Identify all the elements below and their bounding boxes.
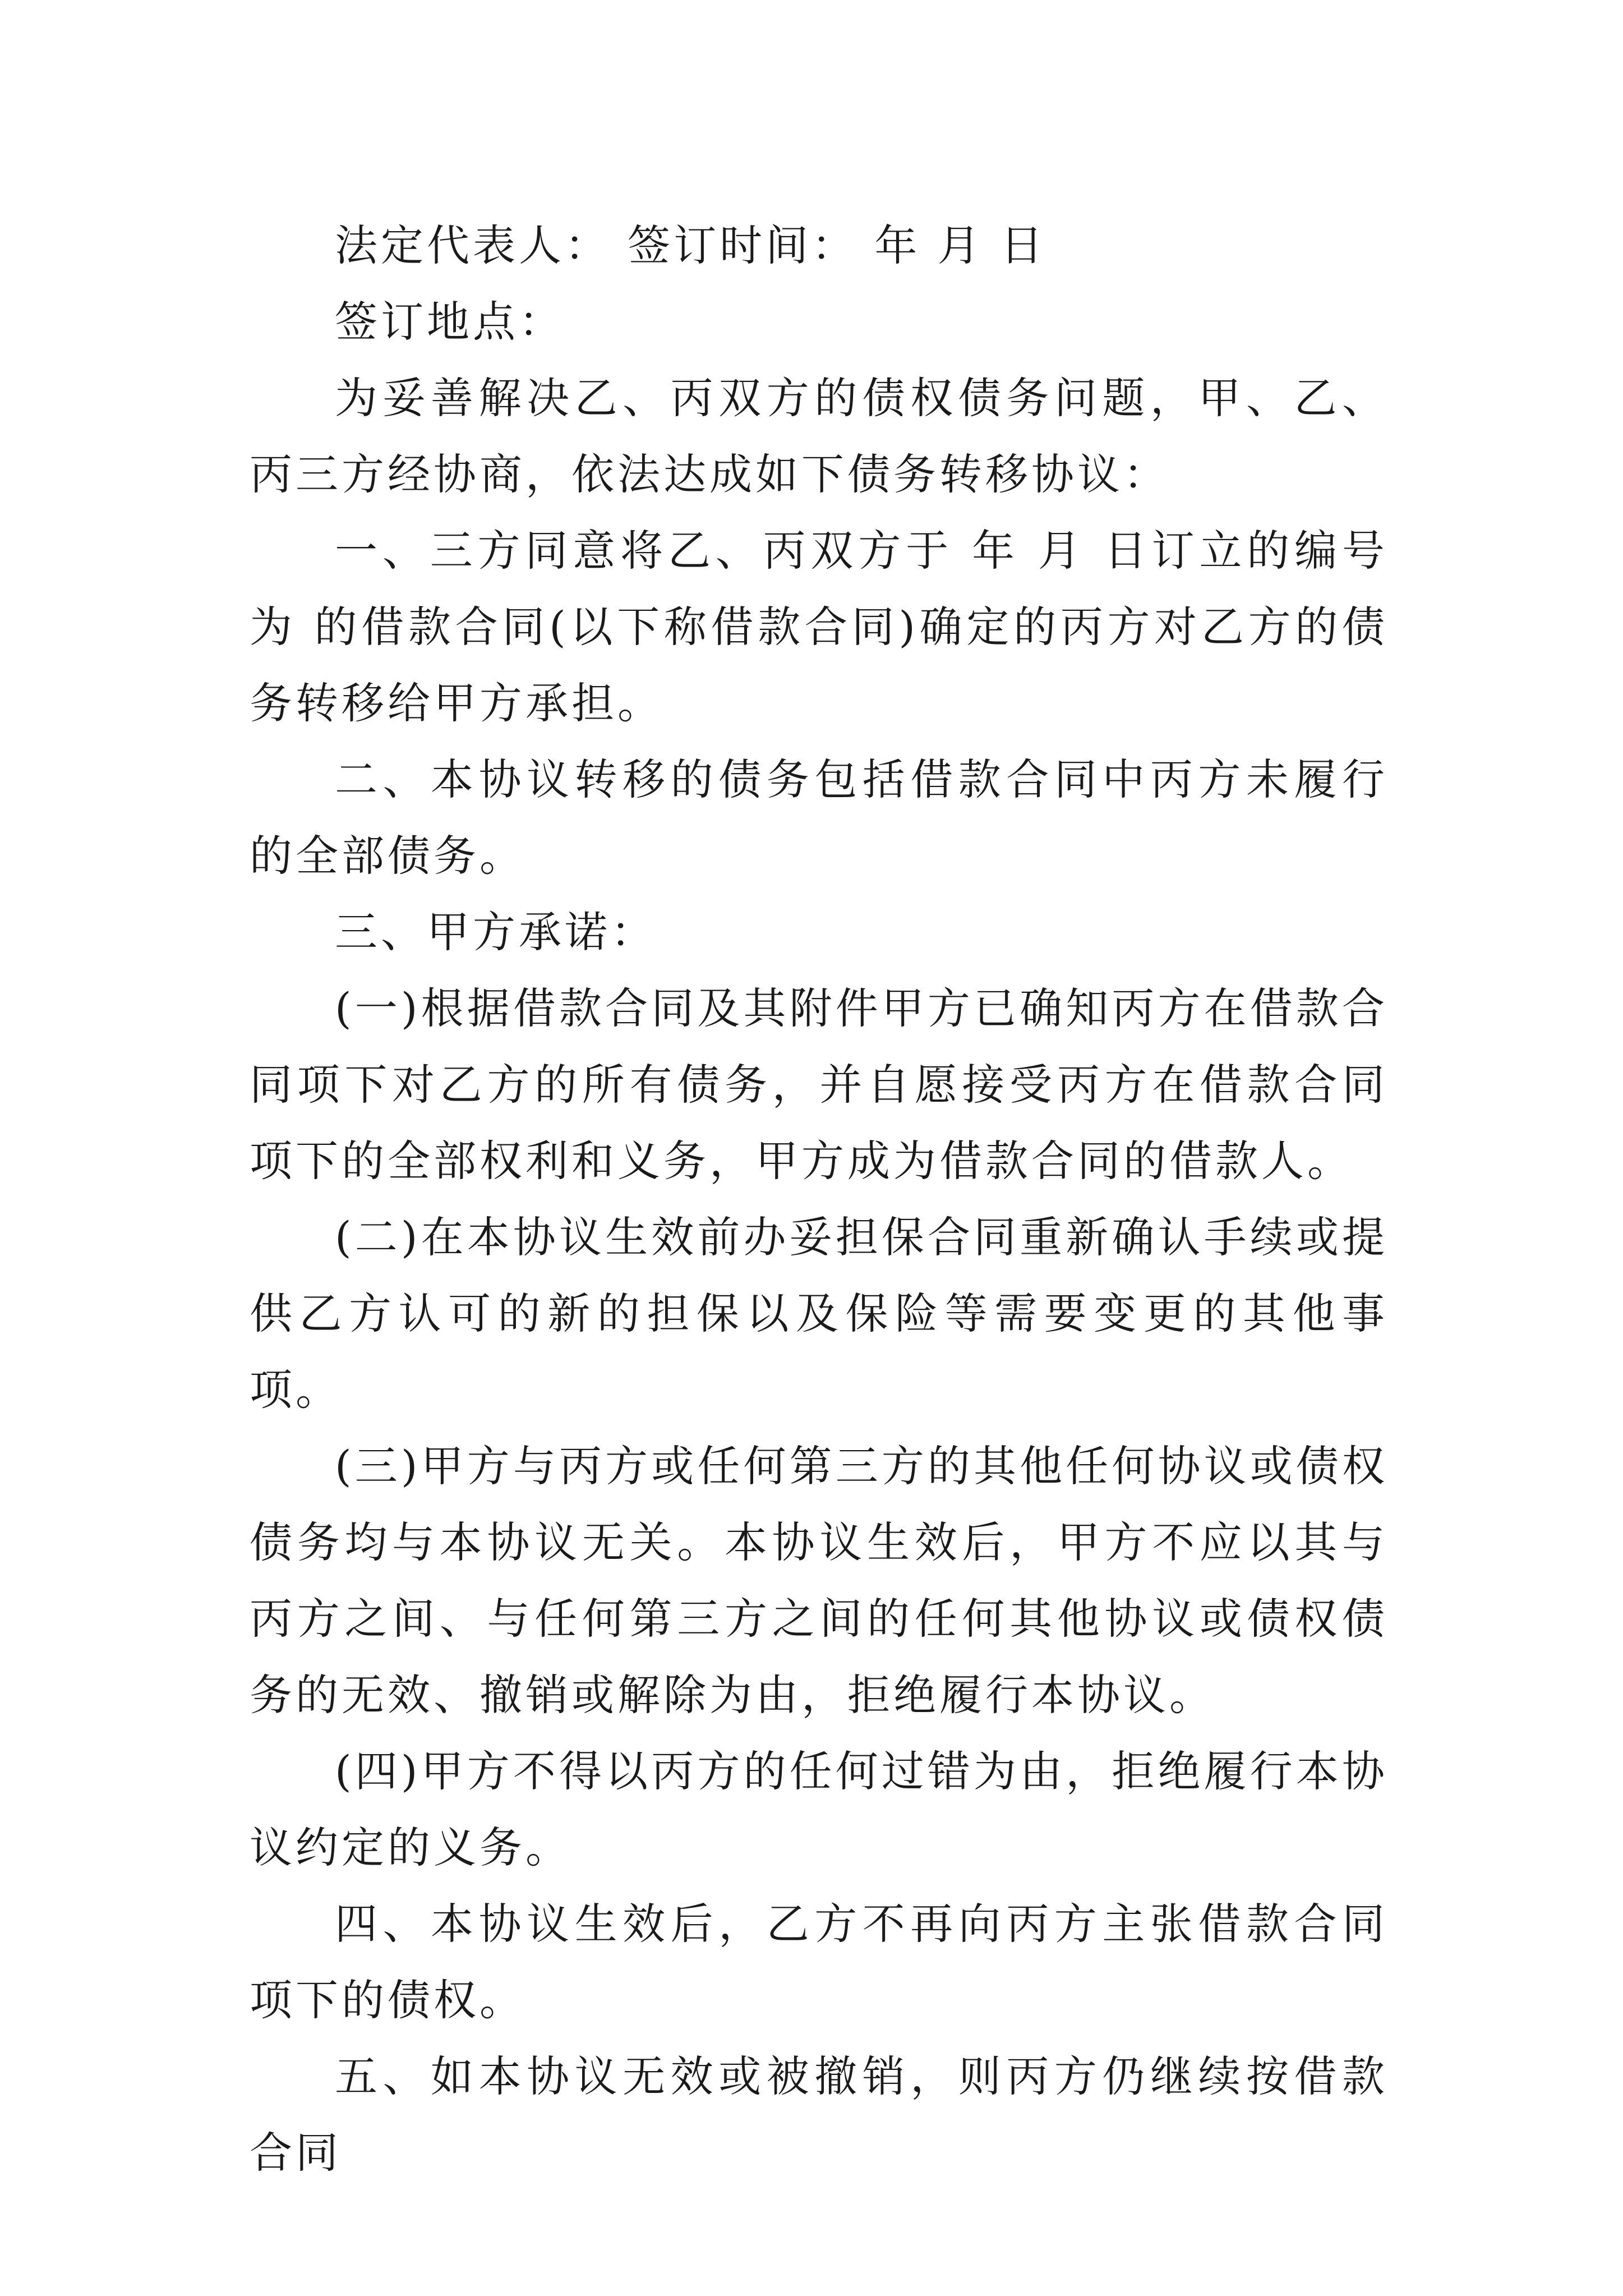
- clause-3-item-1: (一)根据借款合同及其附件甲方已确知丙方在借款合同项下对乙方的所有债务，并自愿接受丙方在借款合同项下的全部权利和义务，甲方成为借款合同的借款人。: [250, 983, 1388, 1186]
- clause-1: 一、三方同意将乙、丙双方于 年 月 日订立的编号为 的借款合同(以下称借款合同)确定的丙方对乙方的债务转移给甲方承担。: [250, 526, 1388, 728]
- clause-3-item-3: (三)甲方与丙方或任何第三方的其他任何协议或债权债务均与本协议无关。本协议生效后，甲方不应以其与丙方之间、与任何第三方之间的任何其他协议或债权债务的无效、撤销或解除为由，拒绝履行本协议。: [250, 1441, 1388, 1720]
- clause-2: 二、本协议转移的债务包括借款合同中丙方未履行的全部债务。: [250, 754, 1388, 881]
- clause-5: 五、如本协议无效或被撤销，则丙方仍继续按借款合同: [250, 2051, 1388, 2178]
- clause-3-heading: 三、甲方承诺：: [335, 907, 657, 957]
- clause-3-item-4: (四)甲方不得以丙方的任何过错为由，拒绝履行本协议约定的义务。: [250, 1746, 1388, 1872]
- clause-4: 四、本协议生效后，乙方不再向丙方主张借款合同项下的债权。: [250, 1899, 1388, 2025]
- preamble-paragraph: 为妥善解决乙、丙双方的债权债务问题，甲、乙、丙三方经协商，依法达成如下债务转移协议：: [250, 373, 1388, 499]
- signature-line: 法定代表人： 签订时间： 年 月 日: [335, 220, 1046, 270]
- clause-3-item-2: (二)在本协议生效前办妥担保合同重新确认手续或提供乙方认可的新的担保以及保险等需要变更的其他事项。: [250, 1212, 1388, 1415]
- signing-place-line: 签订地点：: [335, 297, 565, 347]
- document-body: [250, 208, 1388, 2191]
